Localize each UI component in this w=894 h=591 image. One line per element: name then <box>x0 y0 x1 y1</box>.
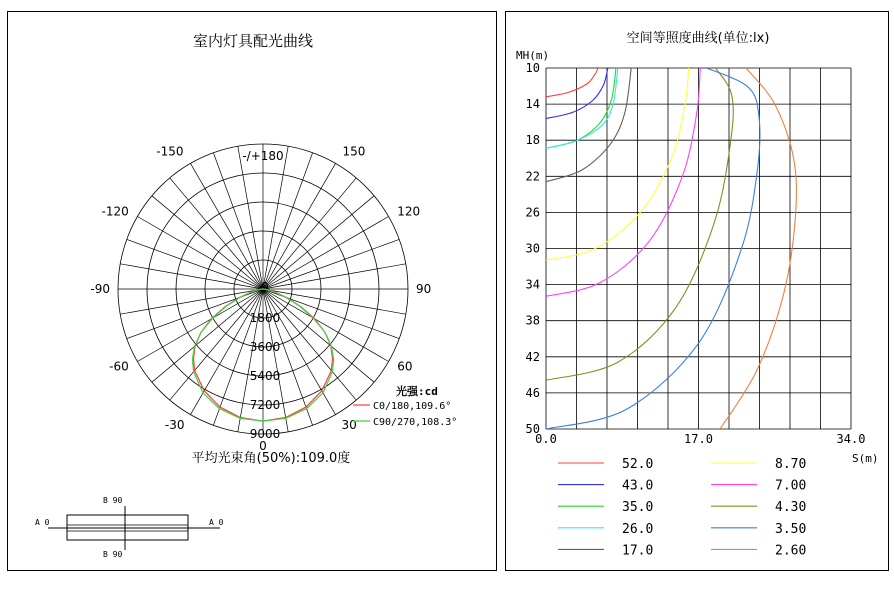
isolux-legend-label: 17.0 <box>622 543 654 559</box>
polar-title: 室内灯具配光曲线 <box>192 32 314 50</box>
polar-radial-label: 0 <box>261 280 269 294</box>
x-tick-label: 17.0 <box>684 432 713 446</box>
isolux-curve <box>546 68 689 260</box>
y-axis-label: MH(m) <box>516 49 550 62</box>
isolux-legend-label: 4.30 <box>775 500 807 516</box>
isolux-curve <box>546 68 598 97</box>
y-tick-label: 14 <box>525 97 540 112</box>
polar-angle-label: 90 <box>416 282 432 296</box>
fixture-diagram <box>35 496 224 559</box>
y-tick-label: 42 <box>525 349 540 364</box>
polar-angle-label: 120 <box>397 204 421 219</box>
y-tick-label: 26 <box>525 205 540 220</box>
polar-angle-label: -120 <box>101 204 129 219</box>
polar-legend-label: C0/180,109.6° <box>373 401 452 412</box>
y-tick-label: 38 <box>525 313 540 328</box>
polar-angle-label: -90 <box>90 282 110 296</box>
polar-angle-label: -150 <box>156 144 184 159</box>
x-axis-label: S(m) <box>852 452 879 465</box>
polar-angle-label: -30 <box>164 417 185 432</box>
polar-radial-label: 5400 <box>249 369 281 383</box>
isolux-legend-label: 26.0 <box>622 521 654 537</box>
isolux-legend-label: 43.0 <box>622 478 654 494</box>
polar-radial-label: 3600 <box>249 340 281 354</box>
isolux-legend-label: 7.00 <box>775 478 807 494</box>
isolux-title: 空间等照度曲线(单位:lx) <box>626 31 770 46</box>
y-tick-label: 30 <box>525 241 540 256</box>
isolux-legend-label: 52.0 <box>622 457 654 472</box>
y-tick-label: 50 <box>525 422 540 436</box>
beam-angle-text: 平均光束角(50%):109.0度 <box>191 451 351 466</box>
polar-chart-panel <box>7 11 497 571</box>
y-tick-label: 18 <box>525 133 540 148</box>
x-tick-labels <box>535 432 865 446</box>
polar-angle-label: 0 <box>259 439 267 453</box>
fixture-a-left: A 0 <box>35 518 50 527</box>
polar-angle-label: 60 <box>397 359 413 374</box>
x-tick-label: 0.0 <box>535 432 557 446</box>
y-tick-label: 10 <box>525 61 540 75</box>
unit-label: 光强:cd <box>396 385 438 398</box>
x-tick-label: 34.0 <box>836 432 866 446</box>
isolux-grid <box>546 68 851 429</box>
y-tick-label: 22 <box>525 169 540 184</box>
y-tick-labels <box>526 61 540 436</box>
polar-radial-label: 7200 <box>249 398 281 412</box>
fixture-b-bottom: B 90 <box>103 550 123 559</box>
isolux-legend-label: 8.70 <box>775 457 807 472</box>
fixture-b-top: B 90 <box>103 496 123 505</box>
isolux-legend-label: 3.50 <box>775 521 807 537</box>
isolux-legend <box>558 457 806 558</box>
polar-radial-label: 1800 <box>249 311 281 325</box>
y-tick-label: 34 <box>525 277 540 292</box>
isolux-curve <box>546 68 700 296</box>
polar-radial-label: 9000 <box>249 427 281 441</box>
isolux-chart <box>506 12 890 572</box>
polar-angle-label: -60 <box>109 359 129 374</box>
fixture-a-right: A 0 <box>209 518 224 527</box>
isolux-curve <box>546 68 631 182</box>
polar-legend-label: C90/270,108.3° <box>373 417 458 428</box>
isolux-curve <box>546 68 608 119</box>
isolux-legend-label: 35.0 <box>622 500 654 516</box>
polar-angle-label: 150 <box>342 144 366 159</box>
polar-chart <box>8 12 498 572</box>
polar-angle-label: -/+180 <box>242 149 284 163</box>
y-tick-label: 46 <box>525 385 540 400</box>
isolux-chart-panel <box>505 11 889 571</box>
polar-angle-label: 30 <box>341 417 357 432</box>
polar-legend <box>353 384 457 428</box>
isolux-legend-label: 2.60 <box>775 543 807 559</box>
